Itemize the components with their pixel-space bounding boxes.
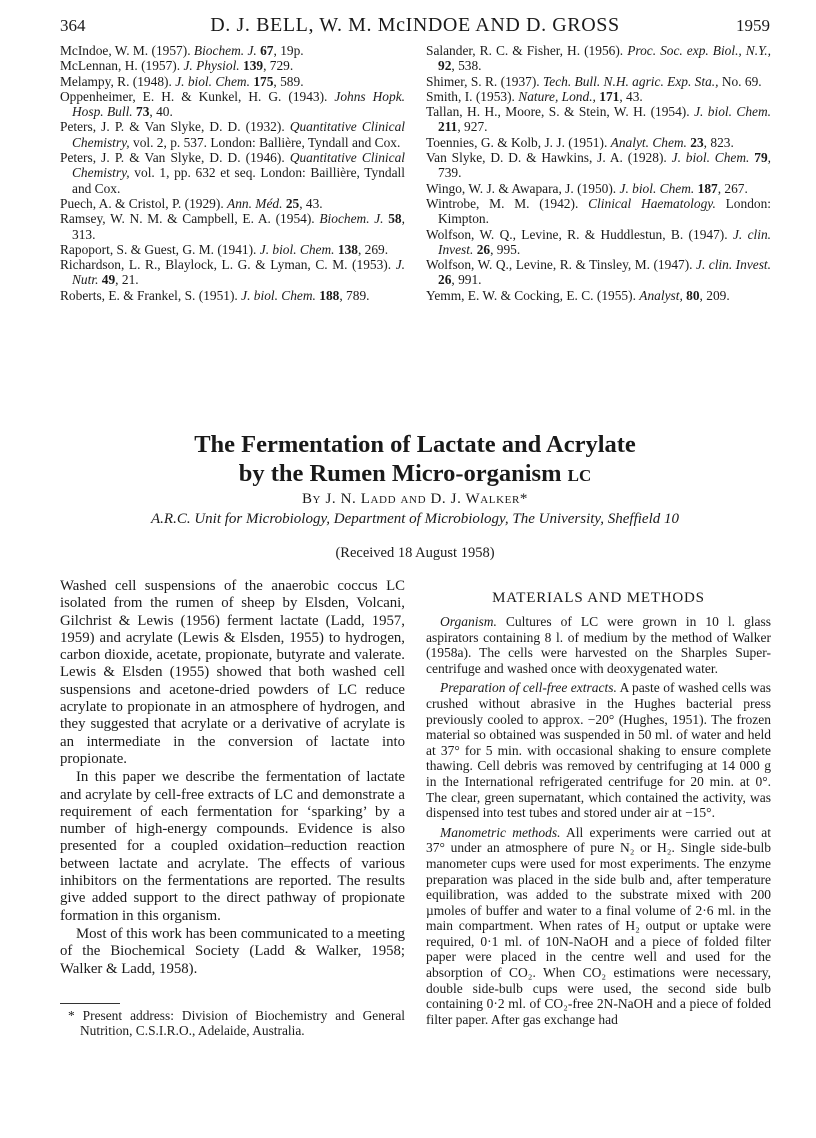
organism-paragraph: Organism. Cultures of LC were grown in 10 l. glass aspirators containing 8 l. of medium by the method of Walker (1958a). The cells were harvested on the Sharples Super-centrifuge and washed once with deoxygenated water.	[426, 614, 772, 676]
manometric-paragraph: Manometric methods. All experiments were carried out at 37° under an atmosphere of pure N₂ or H₂. Single side-bulb manometer cups were used for most experiments. The enzyme preparation was placed in the side bulb and, after temperature equilibration, was added to the substrate mixed with 200 µmoles of buffer and water to a final volume of 2·6 ml. in the main compartment. When rates of H₂ output or uptake were required, 0·1 ml. of 10N-NaOH and a piece of folded filter paper were placed in the centre well and used for the absorption of CO₂. When CO₂ estimations were necessary, double side-bulb cups were used, the second side bulb containing 0·2 ml. of CO₂-free 2N-NaOH and a piece of folded filter paper. After gas exchange had	[426, 824, 771, 1027]
reference-entry: Shimer, S. R. (1937). Tech. Bull. N.H. agric. Exp. Sta., No. 69.	[426, 73, 762, 89]
reference-entry: Peters, J. P. & Van Slyke, D. D. (1946). Quantitative Clinical Chemistry, vol. 1, pp. 632 et seq. London: Baillière, Tyndall and Cox.	[60, 150, 406, 196]
page-header	[60, 14, 770, 40]
page-number: 364	[60, 16, 86, 35]
reference-entry: Yemm, E. W. & Cocking, E. C. (1955). Analyst, 80, 209.	[426, 287, 730, 303]
reference-entry: Salander, R. C. & Fisher, H. (1956). Proc. Soc. exp. Biol., N.Y., 92, 538.	[426, 43, 771, 74]
reference-entry: Puech, A. & Cristol, P. (1929). Ann. Méd. 25, 43.	[60, 195, 323, 211]
reference-entry: McIndoe, W. M. (1957). Biochem. J. 67, 19p.	[60, 43, 304, 58]
article-title	[60, 430, 770, 488]
reference-entry: Ramsey, W. N. M. & Campbell, E. A. (1954). Biochem. J. 58, 313.	[60, 211, 405, 242]
introduction	[60, 578, 405, 978]
reference-entry: Roberts, E. & Frankel, S. (1951). J. biol. Chem. 188, 789.	[60, 287, 370, 303]
organism-name: lc	[567, 460, 592, 487]
reference-entry: Rapoport, S. & Guest, G. M. (1941). J. biol. Chem. 138, 269.	[60, 241, 389, 257]
reference-entry: Oppenheimer, E. H. & Kunkel, H. G. (1943). Johns Hopk. Hosp. Bull. 73, 40.	[60, 88, 405, 120]
intro-paragraph-2: In this paper we describe the fermentation of lactate and acrylate by cell-free extracts of LC and demonstrate a requirement of each fermentation for ‘sparking’ by a number of high-energy compounds. Evidence is also presented for a coupled oxidation–reduction reaction between lactate and acrylate. The effects of various inhibitors on the fermentations are reported. The results give added support to the direct pathway of propionate formation in this organism.	[60, 769, 405, 924]
intro-paragraph-3: Most of this work has been communicated to a meeting of the Biochemical Society (Ladd & Walker, 1958; Walker & Ladd, 1958).	[60, 925, 405, 977]
section-heading-methods: MATERIALS AND METHODS	[492, 590, 705, 606]
byline: By J. N. Ladd and D. J. Walker*	[301, 491, 529, 507]
affiliation: A.R.C. Unit for Microbiology, Department of Microbiology, The University, Sheffield 10	[151, 511, 679, 527]
reference-entry: Wolfson, W. Q., Levine, R. & Tinsley, M. (1947). J. clin. Invest. 26, 991.	[426, 257, 771, 288]
reference-entry: Melampy, R. (1948). J. biol. Chem. 175, 589.	[60, 73, 304, 89]
reference-entry: Van Slyke, D. D. & Hawkins, J. A. (1928). J. biol. Chem. 79, 739.	[426, 150, 771, 181]
title-line-2: by the Rumen Micro-organism lc	[238, 460, 592, 487]
reference-entry: McLennan, H. (1957). J. Physiol. 139, 729.	[60, 58, 294, 74]
running-head-authors: D. J. BELL, W. M. McINDOE AND D. GROSS	[210, 14, 620, 36]
footnote-rule	[60, 1003, 120, 1004]
references-right-column	[426, 43, 771, 303]
footnote-text: * Present address: Division of Biochemistry and General Nutrition, C.S.I.R.O., Adelaide, Australia.	[68, 1008, 405, 1039]
received-date: (Received 18 August 1958)	[335, 545, 495, 561]
year: 1959	[736, 16, 770, 35]
extracts-paragraph: Preparation of cell-free extracts. A paste of washed cells was crushed without abrasive in the Hughes bacterial press previously cooled to approx. −20° (Hughes, 1951). The frozen material so obtained was suspended in 50 ml. of water and held at 37° for 5 min. with occasional shaking to ensure complete thawing. Cell debris was removed by centrifuging at 14 000 g in the International refrigerated centrifuge for 20 min. at 0°. The clear, green supernatant, which contained the activity, was dispensed into test tubes and stored under air at −15°.	[426, 680, 771, 821]
intro-paragraph-1: Washed cell suspensions of the anaerobic coccus LC isolated from the rumen of sheep by Elsden, Volcani, Gilchrist & Lewis (1956) ferment lactate (Ladd, 1957, 1959) and acrylate (Lewis & Elsden, 1955) to hydrogen, carbon dioxide, acetate, propionate, butyrate and valerate. Lewis & Elsden (1955) showed that both washed cell suspensions and acetone-dried powders of LC reduce acrylate to propionate in an atmosphere of hydrogen, and they suggested that acrylate or a derivative of acrylate is an intermediate in the conversion of lactate into propionate.	[60, 578, 405, 767]
reference-entry: Tallan, H. H., Moore, S. & Stein, W. H. (1954). J. biol. Chem. 211, 927.	[426, 104, 771, 135]
reference-entry: Richardson, L. R., Blaylock, L. G. & Lyman, C. M. (1953). J. Nutr. 49, 21.	[60, 257, 405, 288]
author-walker: D. J. Walker*	[430, 491, 529, 507]
author-ladd: J. N. Ladd	[325, 491, 397, 507]
reference-entry: Toennies, G. & Kolb, J. J. (1951). Analyt. Chem. 23, 823.	[426, 134, 734, 150]
footnote	[60, 1008, 405, 1039]
reference-entry: Peters, J. P. & Van Slyke, D. D. (1932). Quantitative Clinical Chemistry, vol. 2, p. 537. London: Ballière, Tyndall and Cox.	[60, 119, 406, 150]
reference-entry: Wintrobe, M. M. (1942). Clinical Haematology. London: Kimpton.	[426, 195, 771, 227]
reference-entry: Wolfson, W. Q., Levine, R. & Huddlestun, B. (1947). J. clin. Invest. 26, 995.	[426, 226, 771, 257]
reference-entry: Wingo, W. J. & Awapara, J. (1950). J. biol. Chem. 187, 267.	[426, 180, 748, 196]
methods-section	[426, 614, 771, 1031]
title-line-1: The Fermentation of Lactate and Acrylate	[194, 431, 636, 458]
reference-entry: Smith, I. (1953). Nature, Lond., 171, 43.	[426, 88, 643, 104]
references-left-column	[60, 43, 405, 303]
